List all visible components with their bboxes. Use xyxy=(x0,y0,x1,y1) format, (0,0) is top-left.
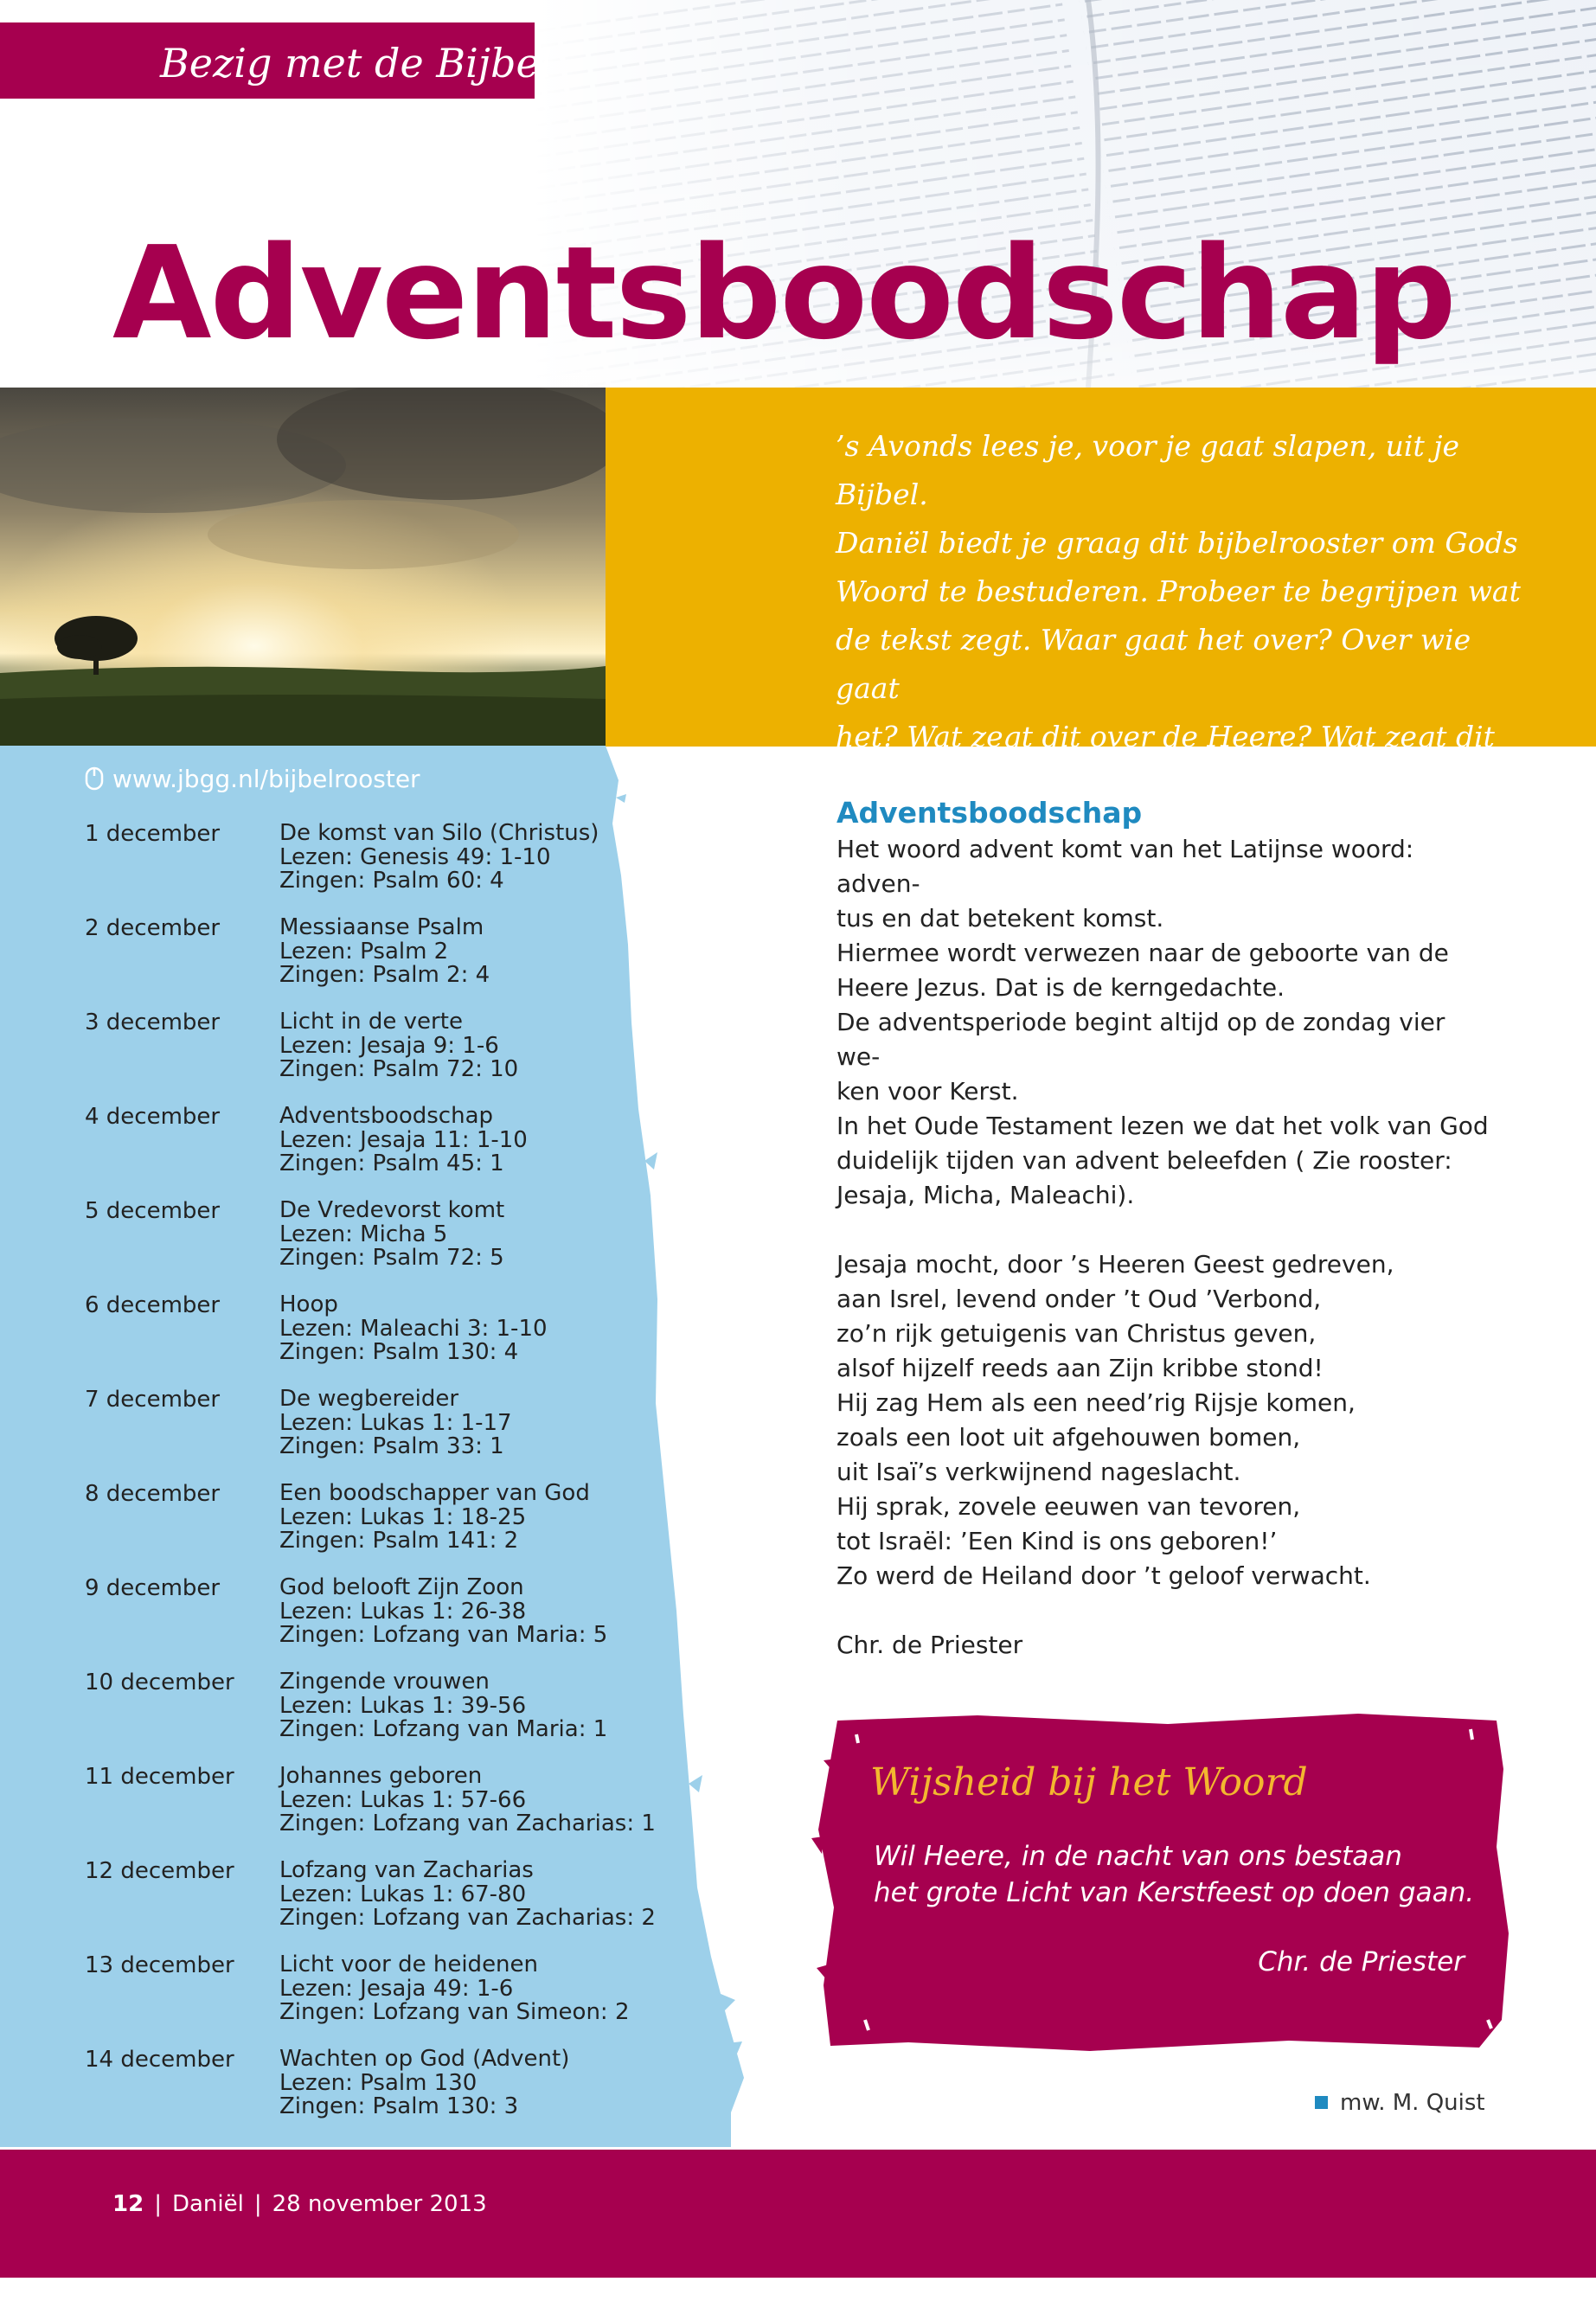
section-label: Bezig met de Bijbel xyxy=(160,40,553,87)
day-date: 10 december xyxy=(85,1670,234,1695)
poem-author: Chr. de Priester xyxy=(836,1631,1023,1659)
poem-line: Hij sprak, zovele eeuwen van tevoren, xyxy=(836,1492,1301,1521)
article-line: duidelijk tijden van advent beleefden ( Zie rooster: xyxy=(836,1146,1452,1175)
day-date: 14 december xyxy=(85,2047,234,2073)
schedule-day xyxy=(85,1010,673,1105)
day-title: De Vredevorst komt xyxy=(279,1197,505,1223)
day-reading: Lezen: Jesaja 9: 1-6 xyxy=(279,1032,499,1059)
day-entry xyxy=(279,1293,548,1365)
publication-name: Daniël xyxy=(171,2191,244,2217)
day-reading: Lezen: Jesaja 49: 1-6 xyxy=(279,1975,514,2002)
mouse-icon xyxy=(85,766,104,797)
article-heading: Adventsboodschap xyxy=(836,796,1143,830)
day-date: 12 december xyxy=(85,1858,234,1884)
day-song: Zingen: Psalm 2: 4 xyxy=(279,962,490,988)
day-song: Zingen: Lofzang van Zacharias: 1 xyxy=(279,1811,656,1836)
day-song: Zingen: Lofzang van Maria: 1 xyxy=(279,1716,608,1742)
day-title: Wachten op God (Advent) xyxy=(279,2046,570,2072)
day-entry xyxy=(279,1388,512,1459)
schedule-day xyxy=(85,1293,673,1388)
schedule-day xyxy=(85,1482,673,1576)
author-byline xyxy=(1315,2090,1485,2116)
intro-line: Woord te bestuderen. Probeer te begrijpen wat xyxy=(836,574,1521,608)
day-reading: Lezen: Psalm 2 xyxy=(279,938,449,965)
article-line: De adventsperiode begint altijd op de zondag vier we- xyxy=(836,1008,1445,1071)
day-title: Johannes geboren xyxy=(279,1763,483,1789)
footer-separator: | xyxy=(253,2191,262,2217)
day-song: Zingen: Psalm 45: 1 xyxy=(279,1150,504,1176)
day-reading: Lezen: Psalm 130 xyxy=(279,2069,478,2096)
day-title: Adventsboodschap xyxy=(279,1103,494,1129)
day-entry xyxy=(279,1105,528,1176)
day-date: 2 december xyxy=(85,915,221,941)
day-reading: Lezen: Lukas 1: 39-56 xyxy=(279,1692,527,1719)
day-reading: Lezen: Lukas 1: 67-80 xyxy=(279,1881,527,1907)
day-entry xyxy=(279,1670,607,1742)
publication-date: 28 november 2013 xyxy=(272,2191,487,2217)
day-entry xyxy=(279,822,599,894)
poem-line: uit Isaï’s verkwijnend nageslacht. xyxy=(836,1458,1241,1486)
square-bullet-icon xyxy=(1315,2096,1328,2109)
schedule-day xyxy=(85,916,673,1010)
schedule-day xyxy=(85,1388,673,1482)
day-title: Licht in de verte xyxy=(279,1009,463,1035)
day-title: Lofzang van Zacharias xyxy=(279,1857,534,1883)
schedule-day xyxy=(85,822,673,916)
day-song: Zingen: Psalm 141: 2 xyxy=(279,1528,519,1554)
footer xyxy=(0,2150,1596,2278)
intro-line: ’s Avonds lees je, voor je gaat slapen, uit je Bijbel. xyxy=(836,429,1459,511)
day-entry xyxy=(279,1576,607,1648)
article-line: In het Oude Testament lezen we dat het volk van God xyxy=(836,1112,1489,1140)
intro-box xyxy=(542,388,1596,802)
schedule-day xyxy=(85,1576,673,1670)
article-line: Hiermee wordt verwezen naar de geboorte van de xyxy=(836,939,1449,967)
day-title: De komst van Silo (Christus) xyxy=(279,820,599,846)
day-date: 3 december xyxy=(85,1009,221,1035)
article-body xyxy=(836,832,1494,1213)
day-date: 6 december xyxy=(85,1292,221,1318)
day-reading: Lezen: Maleachi 3: 1-10 xyxy=(279,1315,548,1342)
page-title: Adventsboodschap xyxy=(112,219,1455,368)
day-title: Messiaanse Psalm xyxy=(279,914,484,940)
day-entry xyxy=(279,1765,656,1836)
day-date: 4 december xyxy=(85,1104,221,1130)
day-date: 9 december xyxy=(85,1575,221,1601)
day-reading: Lezen: Micha 5 xyxy=(279,1221,448,1247)
schedule-day xyxy=(85,1670,673,1765)
day-date: 13 december xyxy=(85,1952,234,1978)
schedule-day xyxy=(85,2048,673,2142)
section-band xyxy=(0,22,553,99)
day-entry xyxy=(279,1199,504,1271)
poem-line: zoals een loot uit afgehouwen bomen, xyxy=(836,1423,1301,1452)
poem-line: Hij zag Hem als een need’rig Rijsje komen, xyxy=(836,1388,1356,1417)
poem-line: Jesaja mocht, door ’s Heeren Geest gedreven, xyxy=(836,1250,1394,1279)
intro-line: over jou? Wat zegt de Heere tot jou? xyxy=(836,768,1364,802)
day-song: Zingen: Psalm 60: 4 xyxy=(279,868,504,894)
day-title: God belooft Zijn Zoon xyxy=(279,1574,524,1600)
article-line: ken voor Kerst. xyxy=(836,1077,1019,1106)
poem-line: alsof hijzelf reeds aan Zijn kribbe stond! xyxy=(836,1354,1324,1382)
wisdom-verse-line: het grote Licht van Kerstfeest op doen gaan. xyxy=(874,1877,1475,1908)
day-title: Een boodschapper van God xyxy=(279,1480,590,1506)
intro-text xyxy=(836,422,1528,810)
day-entry xyxy=(279,1953,630,2025)
intro-line: het? Wat zegt dit over de Heere? Wat zegt dit xyxy=(836,720,1495,753)
schedule-day xyxy=(85,1859,673,1953)
schedule-day xyxy=(85,1765,673,1859)
poem xyxy=(836,1247,1494,1593)
wisdom-title: Wijsheid bij het Woord xyxy=(870,1760,1308,1804)
page-number: 12 xyxy=(112,2191,144,2217)
day-date: 11 december xyxy=(85,1764,234,1790)
day-reading: Lezen: Genesis 49: 1-10 xyxy=(279,843,551,870)
day-title: Zingende vrouwen xyxy=(279,1669,490,1695)
sunset-landscape-photo xyxy=(0,388,606,747)
day-entry xyxy=(279,1482,590,1554)
day-song: Zingen: Lofzang van Simeon: 2 xyxy=(279,1999,630,2025)
wisdom-verse-line: Wil Heere, in de nacht van ons bestaan xyxy=(874,1841,1402,1872)
day-entry xyxy=(279,916,490,988)
article-line: Het woord advent komt van het Latijnse woord: adven- xyxy=(836,835,1414,898)
wisdom-author: Chr. de Priester xyxy=(1258,1946,1465,1977)
day-title: Licht voor de heidenen xyxy=(279,1952,539,1977)
day-song: Zingen: Psalm 130: 4 xyxy=(279,1339,519,1365)
poem-line: aan Isrel, levend onder ’t Oud ’Verbond, xyxy=(836,1285,1322,1313)
article-line: Jesaja, Micha, Maleachi). xyxy=(836,1181,1135,1209)
day-date: 5 december xyxy=(85,1198,221,1224)
day-date: 7 december xyxy=(85,1387,221,1413)
byline-text: mw. M. Quist xyxy=(1340,2090,1485,2116)
intro-line: de tekst zegt. Waar gaat het over? Over wie gaat xyxy=(836,623,1471,705)
day-song: Zingen: Lofzang van Maria: 5 xyxy=(279,1622,608,1648)
day-song: Zingen: Psalm 72: 10 xyxy=(279,1056,519,1082)
article-line: Heere Jezus. Dat is de kerngedachte. xyxy=(836,973,1285,1002)
intro-line: Daniël biedt je graag dit bijbelrooster om Gods xyxy=(836,526,1518,560)
day-reading: Lezen: Lukas 1: 57-66 xyxy=(279,1786,527,1813)
day-song: Zingen: Lofzang van Zacharias: 2 xyxy=(279,1905,656,1931)
footer-text xyxy=(112,2191,487,2217)
day-reading: Lezen: Lukas 1: 26-38 xyxy=(279,1598,527,1625)
day-reading: Lezen: Lukas 1: 1-17 xyxy=(279,1409,512,1436)
poem-line: zo’n rijk getuigenis van Christus geven, xyxy=(836,1319,1317,1348)
schedule-day xyxy=(85,1105,673,1199)
poem-line: Zo werd de Heiland door ’t geloof verwacht. xyxy=(836,1561,1371,1590)
poem-line: tot Israël: ’Een Kind is ons geboren!’ xyxy=(836,1527,1278,1555)
schedule-day xyxy=(85,1199,673,1293)
article xyxy=(836,794,1494,1663)
reading-schedule xyxy=(85,822,673,2142)
website-url: www.jbgg.nl/bijbelrooster xyxy=(112,765,420,793)
article-line: tus en dat betekent komst. xyxy=(836,904,1164,933)
day-entry xyxy=(279,1010,518,1082)
website-link[interactable] xyxy=(85,765,420,797)
wisdom-verse xyxy=(874,1838,1474,1911)
day-song: Zingen: Psalm 130: 3 xyxy=(279,2093,519,2119)
day-entry xyxy=(279,1859,656,1931)
day-reading: Lezen: Lukas 1: 18-25 xyxy=(279,1503,527,1530)
day-song: Zingen: Psalm 33: 1 xyxy=(279,1433,504,1459)
day-title: Hoop xyxy=(279,1292,338,1317)
day-reading: Lezen: Jesaja 11: 1-10 xyxy=(279,1126,528,1153)
day-title: De wegbereider xyxy=(279,1386,459,1412)
footer-separator: | xyxy=(154,2191,162,2217)
day-date: 1 december xyxy=(85,821,221,847)
day-date: 8 december xyxy=(85,1481,221,1507)
day-song: Zingen: Psalm 72: 5 xyxy=(279,1245,504,1271)
day-entry xyxy=(279,2048,569,2119)
schedule-day xyxy=(85,1953,673,2048)
